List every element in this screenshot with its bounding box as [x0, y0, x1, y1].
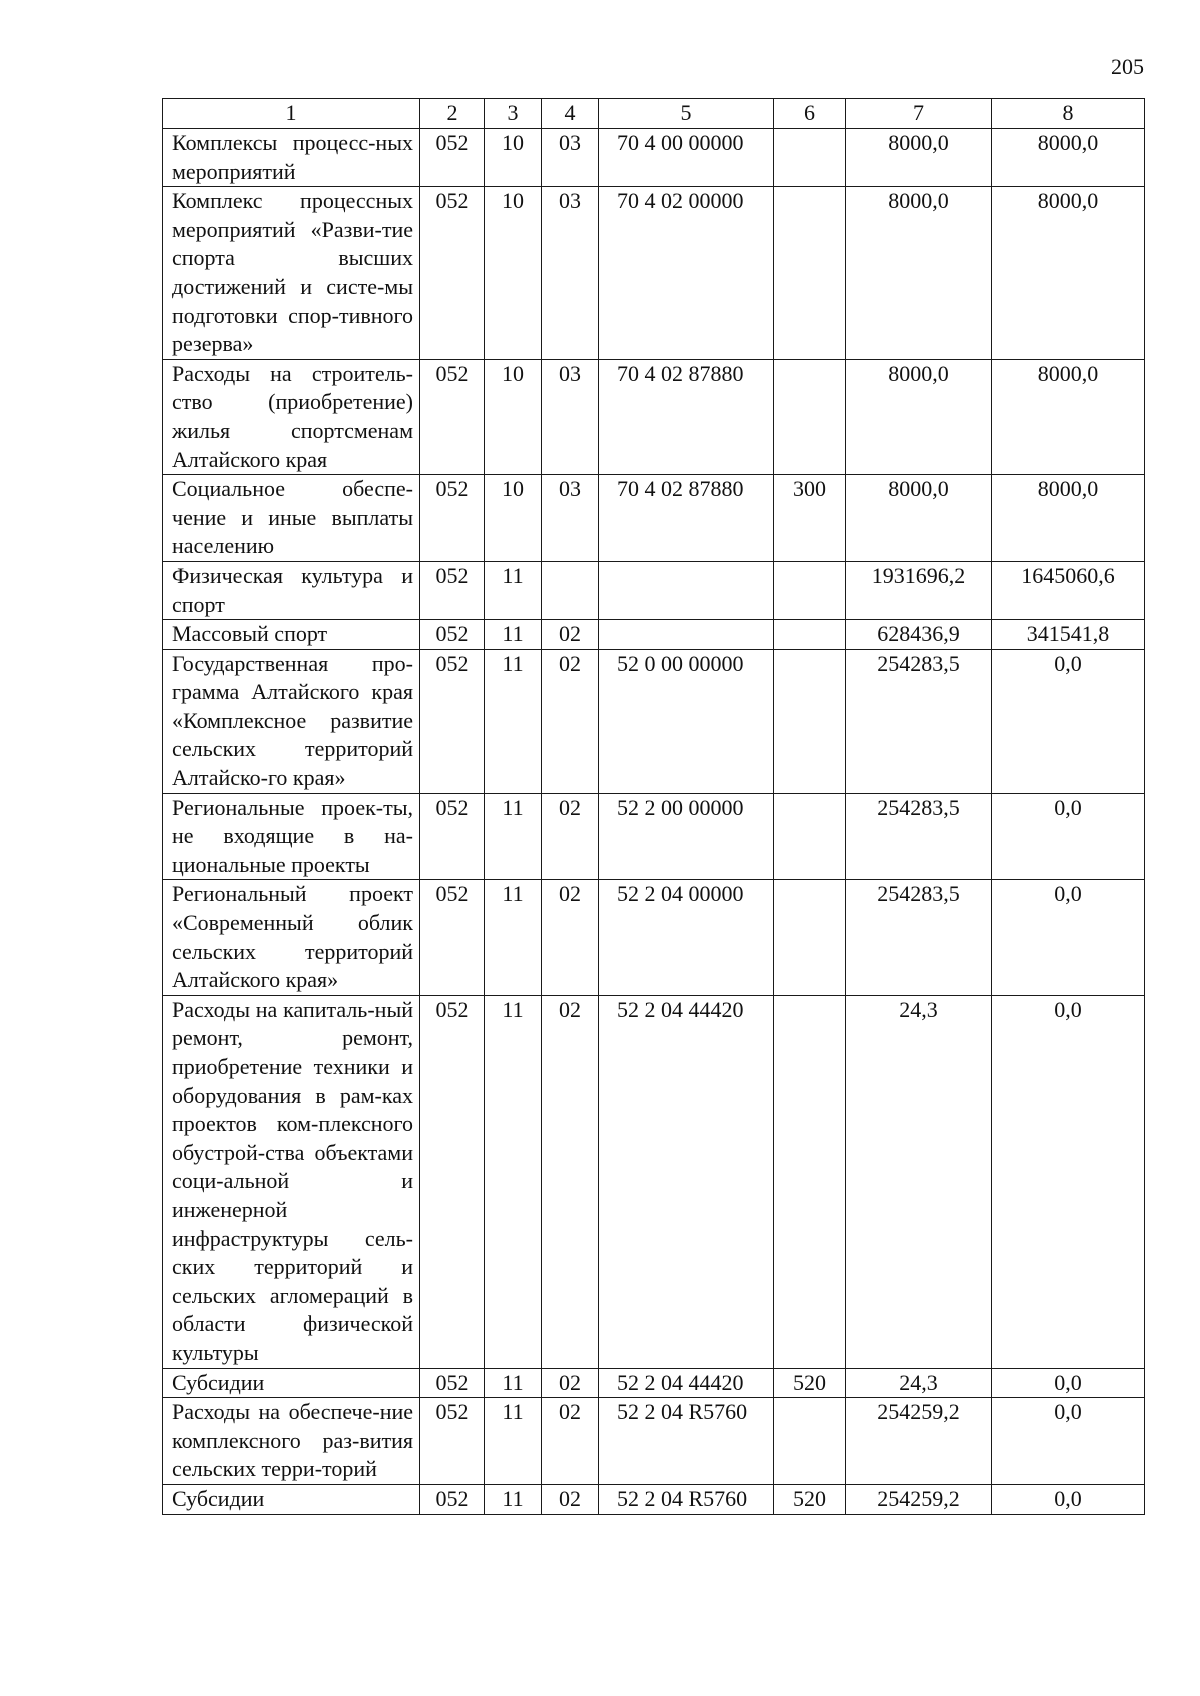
row-name-cell: Расходы на капиталь-ный ремонт, ремонт, приобретение техники и оборудования в рам-ках проектов ком-плексного обустрой-ства объектами соци-альной и инженерной инфраструктуры сель-ских территорий и сельских агломераций в области физической культуры: [163, 995, 420, 1368]
section-code-cell: 10: [485, 187, 542, 360]
section-code-cell: 10: [485, 475, 542, 562]
target-item-cell: 70 4 02 87880: [599, 475, 774, 562]
table-row: [163, 1484, 1145, 1514]
amount-col8-cell: 8000,0: [992, 359, 1145, 474]
subsection-code-cell: 02: [542, 1368, 599, 1398]
row-name-cell: Субсидии: [163, 1484, 420, 1514]
amount-col7-cell: 8000,0: [846, 475, 992, 562]
table-row: [163, 561, 1145, 619]
amount-col7-cell: 628436,9: [846, 620, 992, 650]
row-name-cell: Физическая культура и спорт: [163, 561, 420, 619]
amount-col7-cell: 8000,0: [846, 129, 992, 187]
section-code-cell: 11: [485, 561, 542, 619]
table-row: [163, 129, 1145, 187]
amount-col8-cell: 341541,8: [992, 620, 1145, 650]
section-code-cell: 11: [485, 620, 542, 650]
subsection-code-cell: 03: [542, 129, 599, 187]
expense-type-cell: 520: [774, 1368, 846, 1398]
amount-col8-cell: 0,0: [992, 649, 1145, 793]
column-header: 7: [846, 99, 992, 129]
column-header: 5: [599, 99, 774, 129]
column-header: 1: [163, 99, 420, 129]
table-row: [163, 1368, 1145, 1398]
table-row: [163, 649, 1145, 793]
target-item-cell: 70 4 00 00000: [599, 129, 774, 187]
amount-col8-cell: 0,0: [992, 793, 1145, 880]
expense-type-cell: [774, 359, 846, 474]
ministry-code-cell: 052: [420, 187, 485, 360]
ministry-code-cell: 052: [420, 649, 485, 793]
target-item-cell: 70 4 02 00000: [599, 187, 774, 360]
table-row: [163, 620, 1145, 650]
section-code-cell: 11: [485, 1484, 542, 1514]
column-header: 3: [485, 99, 542, 129]
row-name-cell: Субсидии: [163, 1368, 420, 1398]
expense-type-cell: 520: [774, 1484, 846, 1514]
ministry-code-cell: 052: [420, 995, 485, 1368]
row-name-cell: Региональный проект «Современный облик сельских территорий Алтайского края»: [163, 880, 420, 995]
target-item-cell: 52 2 04 44420: [599, 1368, 774, 1398]
row-name-cell: Расходы на обеспече-ние комплексного раз-вития сельских терри-торий: [163, 1398, 420, 1485]
budget-table: [162, 98, 1145, 1515]
amount-col7-cell: 8000,0: [846, 187, 992, 360]
column-header: 4: [542, 99, 599, 129]
ministry-code-cell: 052: [420, 620, 485, 650]
table-row: [163, 995, 1145, 1368]
column-header: 8: [992, 99, 1145, 129]
subsection-code-cell: 02: [542, 1484, 599, 1514]
table-row: [163, 359, 1145, 474]
subsection-code-cell: 02: [542, 1398, 599, 1485]
amount-col8-cell: 0,0: [992, 995, 1145, 1368]
subsection-code-cell: [542, 561, 599, 619]
amount-col7-cell: 254259,2: [846, 1484, 992, 1514]
table-row: [163, 793, 1145, 880]
target-item-cell: [599, 561, 774, 619]
expense-type-cell: [774, 620, 846, 650]
section-code-cell: 10: [485, 129, 542, 187]
column-number-row: [163, 99, 1145, 129]
section-code-cell: 10: [485, 359, 542, 474]
amount-col8-cell: 0,0: [992, 1484, 1145, 1514]
target-item-cell: 70 4 02 87880: [599, 359, 774, 474]
amount-col7-cell: 254283,5: [846, 793, 992, 880]
amount-col7-cell: 1931696,2: [846, 561, 992, 619]
expense-type-cell: [774, 649, 846, 793]
subsection-code-cell: 02: [542, 880, 599, 995]
section-code-cell: 11: [485, 793, 542, 880]
amount-col7-cell: 24,3: [846, 1368, 992, 1398]
target-item-cell: 52 2 04 R5760: [599, 1398, 774, 1485]
subsection-code-cell: 02: [542, 620, 599, 650]
subsection-code-cell: 02: [542, 995, 599, 1368]
row-name-cell: Государственная про-грамма Алтайского края «Комплексное развитие сельских территорий Алтайско-го края»: [163, 649, 420, 793]
target-item-cell: 52 0 00 00000: [599, 649, 774, 793]
ministry-code-cell: 052: [420, 1484, 485, 1514]
amount-col7-cell: 254259,2: [846, 1398, 992, 1485]
target-item-cell: 52 2 04 44420: [599, 995, 774, 1368]
ministry-code-cell: 052: [420, 475, 485, 562]
row-name-cell: Социальное обеспе-чение и иные выплаты населению: [163, 475, 420, 562]
ministry-code-cell: 052: [420, 1398, 485, 1485]
subsection-code-cell: 03: [542, 187, 599, 360]
amount-col8-cell: 0,0: [992, 880, 1145, 995]
section-code-cell: 11: [485, 995, 542, 1368]
amount-col8-cell: 8000,0: [992, 475, 1145, 562]
expense-type-cell: [774, 793, 846, 880]
table-body: [163, 129, 1145, 1515]
expense-type-cell: [774, 129, 846, 187]
row-name-cell: Расходы на строитель-ство (приобретение) жилья спортсменам Алтайского края: [163, 359, 420, 474]
page-number: 205: [1111, 54, 1144, 79]
column-header: 6: [774, 99, 846, 129]
section-code-cell: 11: [485, 649, 542, 793]
row-name-cell: Комплекс процессных мероприятий «Разви-тие спорта высших достижений и систе-мы подготовки спор-тивного резерва»: [163, 187, 420, 360]
table-row: [163, 187, 1145, 360]
amount-col7-cell: 254283,5: [846, 649, 992, 793]
target-item-cell: 52 2 04 00000: [599, 880, 774, 995]
row-name-cell: Региональные проек-ты, не входящие в на-циональные проекты: [163, 793, 420, 880]
amount-col7-cell: 8000,0: [846, 359, 992, 474]
ministry-code-cell: 052: [420, 880, 485, 995]
subsection-code-cell: 03: [542, 475, 599, 562]
amount-col7-cell: 254283,5: [846, 880, 992, 995]
amount-col8-cell: 8000,0: [992, 129, 1145, 187]
amount-col7-cell: 24,3: [846, 995, 992, 1368]
target-item-cell: 52 2 00 00000: [599, 793, 774, 880]
ministry-code-cell: 052: [420, 359, 485, 474]
expense-type-cell: [774, 187, 846, 360]
ministry-code-cell: 052: [420, 1368, 485, 1398]
table-row: [163, 880, 1145, 995]
subsection-code-cell: 02: [542, 793, 599, 880]
column-header: 2: [420, 99, 485, 129]
amount-col8-cell: 1645060,6: [992, 561, 1145, 619]
table-row: [163, 475, 1145, 562]
row-name-cell: Комплексы процесс-ных мероприятий: [163, 129, 420, 187]
section-code-cell: 11: [485, 1398, 542, 1485]
section-code-cell: 11: [485, 1368, 542, 1398]
section-code-cell: 11: [485, 880, 542, 995]
target-item-cell: [599, 620, 774, 650]
amount-col8-cell: 0,0: [992, 1368, 1145, 1398]
amount-col8-cell: 0,0: [992, 1398, 1145, 1485]
ministry-code-cell: 052: [420, 561, 485, 619]
expense-type-cell: [774, 1398, 846, 1485]
subsection-code-cell: 02: [542, 649, 599, 793]
expense-type-cell: 300: [774, 475, 846, 562]
target-item-cell: 52 2 04 R5760: [599, 1484, 774, 1514]
expense-type-cell: [774, 561, 846, 619]
expense-type-cell: [774, 880, 846, 995]
subsection-code-cell: 03: [542, 359, 599, 474]
row-name-cell: Массовый спорт: [163, 620, 420, 650]
table-row: [163, 1398, 1145, 1485]
expense-type-cell: [774, 995, 846, 1368]
ministry-code-cell: 052: [420, 129, 485, 187]
ministry-code-cell: 052: [420, 793, 485, 880]
amount-col8-cell: 8000,0: [992, 187, 1145, 360]
